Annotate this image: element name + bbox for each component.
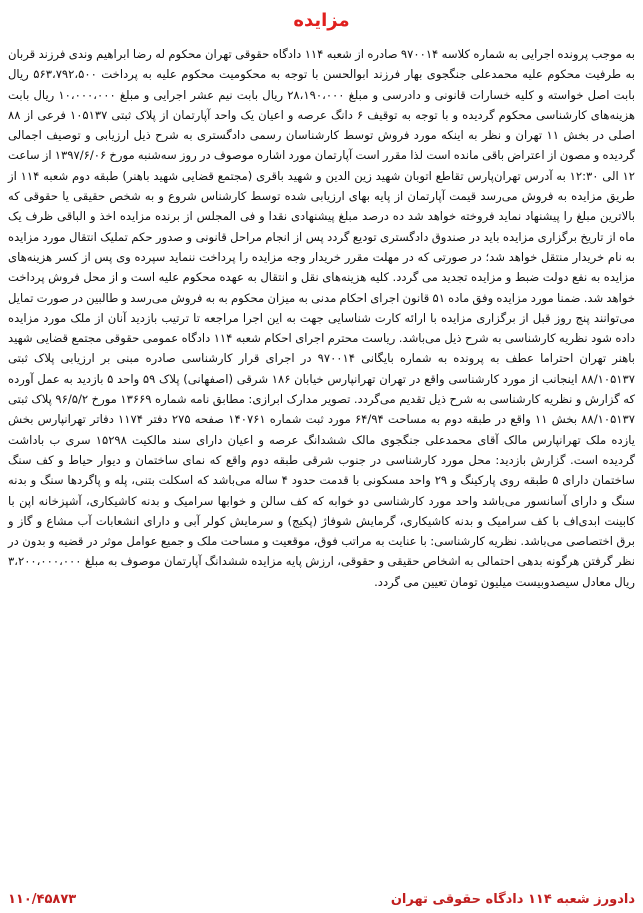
notice-title: مزایده xyxy=(293,10,350,31)
notice-footer xyxy=(8,889,635,909)
reference-code: ۱۱۰/۴۵۸۷۳ xyxy=(8,891,77,907)
notice-body: به موجب پرونده اجرایی به شماره کلاسه ۹۷۰۰۱۴ صادره از شعبه ۱۱۴ دادگاه حقوقی تهران محکوم له رضا ابراهیم وندی فرزند قربان به طرفیت محکوم علیه محمدعلی جنگجوی بهار فرزند ابوالحسن با توجه به محکومیت محکوم علیه به پرداخت ۵۶۳،۷۹۲،۵۰۰ ریال بابت اصل خواسته و کلیه خسارات قانونی و دادرسی و مبلغ ۲۸،۱۹۰،۰۰۰ ریال بابت نیم عشر اجرایی و مبلغ ۱۰،۰۰۰،۰۰۰ ریال بابت هزینه‌های کارشناسی محکوم گردیده و با توجه به توقیف ۶ دانگ عرصه و اعیان یک واحد آپارتمان از پلاک ثبتی ۱۰۵۱۳۷ فرعی از ۸۸ اصلی در بخش ۱۱ تهران و نظر به اینکه مورد فروش توسط کارشناسان رسمی دادگستری به شرح ذیل ارزیابی و توصیف اجمالی گردیده و مصون از اعتراض باقی مانده است لذا مقرر است آپارتمان مورد اشاره موصوف در روز سه‌شنبه مورخ ۱۳۹۷/۶/۰۶ از ساعت ۱۲ الی ۱۲:۳۰ به آدرس تهران‌پارس تقاطع اتوبان شهید زین الدین و شهید باقری (مجتمع قضایی شهید باهنر) طبقه دوم شعبه ۱۱۴ از طریق مزایده به فروش می‌رسد قیمت آپارتمان از پایه بهای ارزیابی شده توسط کارشناس شروع و به شخص حقیقی یا حقوقی که بالاترین مبلغ را پیشنهاد نماید فروخته خواهد شد ده درصد مبلغ پیشنهادی نقدا و فی المجلس از برنده مزایده اخذ و الباقی ظرف یک ماه از تاریخ برگزاری مزایده باید در صندوق دادگستری تودیع گردد پس از انجام مراحل قانونی و صدور حکم تملیک انتقال مورد مزایده به نام خریدار منتقل خواهد شد؛ در صورتی که در مهلت مقرر خریدار وجه مزایده را پرداخت ننماید سپرده وی پس از کسر هزینه‌های مزایده به نفع دولت ضبط و مزایده تجدید می گردد. کلیه هزینه‌های نقل و انتقال به عهده محکوم علیه است و از محل فروش پرداخت خواهد شد. ضمنا مورد مزایده وفق ماده ۵۱ قانون اجرای احکام مدنی به میزان محکوم به به فروش می‌رسد و طالبین در صورت تمایل می‌توانند پنج روز قبل از برگزاری مزایده با ارائه کارت شناسایی جهت به این اجرا مراجعه تا ترتیب بازدید آنان از ملک مورد مزایده داده شود نظریه کارشناسی به شرح ذیل می‌باشد. ریاست محترم اجرای احکام شعبه ۱۱۴ دادگاه عمومی حقوقی مجتمع قضایی شهید باهنر تهران احتراما عطف به پرونده به شماره بایگانی ۹۷۰۰۱۴ در اجرای قرار کارشناسی صادره مبنی بر ارزیابی پلاک ثبتی ۸۸/۱۰۵۱۳۷ اینجانب از مورد کارشناسی واقع در تهران تهرانپارس خیابان ۱۸۶ شرقی (اصفهانی) پلاک ۵۹ واحد ۵ بازدید به عمل آورده که گزارش و نظریه کارشناسی به شرح ذیل تقدیم می‌گردد. تصویر مدارک ابرازی: مطابق نامه شماره ۱۳۶۶۹ مورخ ۹۶/۵/۲ پلاک ثبتی ۸۸/۱۰۵۱۳۷ بخش ۱۱ واقع در طبقه دوم به مساحت ۶۴/۹۴ مورد ثبت شماره ۱۴۰۷۶۱ صفحه ۲۷۵ دفتر ۱۱۷۴ دفاتر تهرانپارس بخش یازده ملک تهرانپارس مالک آقای محمدعلی جنگجوی مالک ششدانگ عرصه و اعیان دارای سند مالکیت ۱۵۲۹۸ سری ب باداشت گردیده است. گزارش بازدید: محل مورد کارشناسی در جنوب شرقی طبقه دوم واقع که نمای ساختمان و دیوار حیاط و کف سنگ ساختمان دارای ۵ طبقه روی پارکینگ و ۲۹ واحد مسکونی با قدمت حدود ۴ ساله می‌باشد که اسکلت بتنی، پله و پاگردها سنگ و بدنه سنگ و دارای آسانسور می‌باشد واحد مورد کارشناسی دو خوابه که کف سالن و خوابها سرامیک و بدنه کاشیکاری، آشپزخانه اپن با کابینت ابدی‌اف با کف سرامیک و بدنه کاشیکاری، گرمایش شوفاژ (پکیج) و سرمایش کولر آبی و دارای انشعابات آب مشاع و گاز و برق اختصاصی می‌باشد. نظریه کارشناسی: با عنایت به مراتب فوق، موقعیت و مساحت ملک و جمیع عوامل موثر در قضیه و بدون در نظر گرفتن هرگونه بدهی احتمالی به اشخاص حقیقی و حقوقی، ارزش پایه مزایده ششدانگ آپارتمان موصوف به مبلغ ۳،۲۰۰،۰۰۰،۰۰۰ ریال معادل سیصدوبیست میلیون تومان تعیین می گردد. xyxy=(8,47,636,589)
issuer-signature: دادورز شعبه ۱۱۴ دادگاه حقوقی تهران xyxy=(390,891,635,907)
